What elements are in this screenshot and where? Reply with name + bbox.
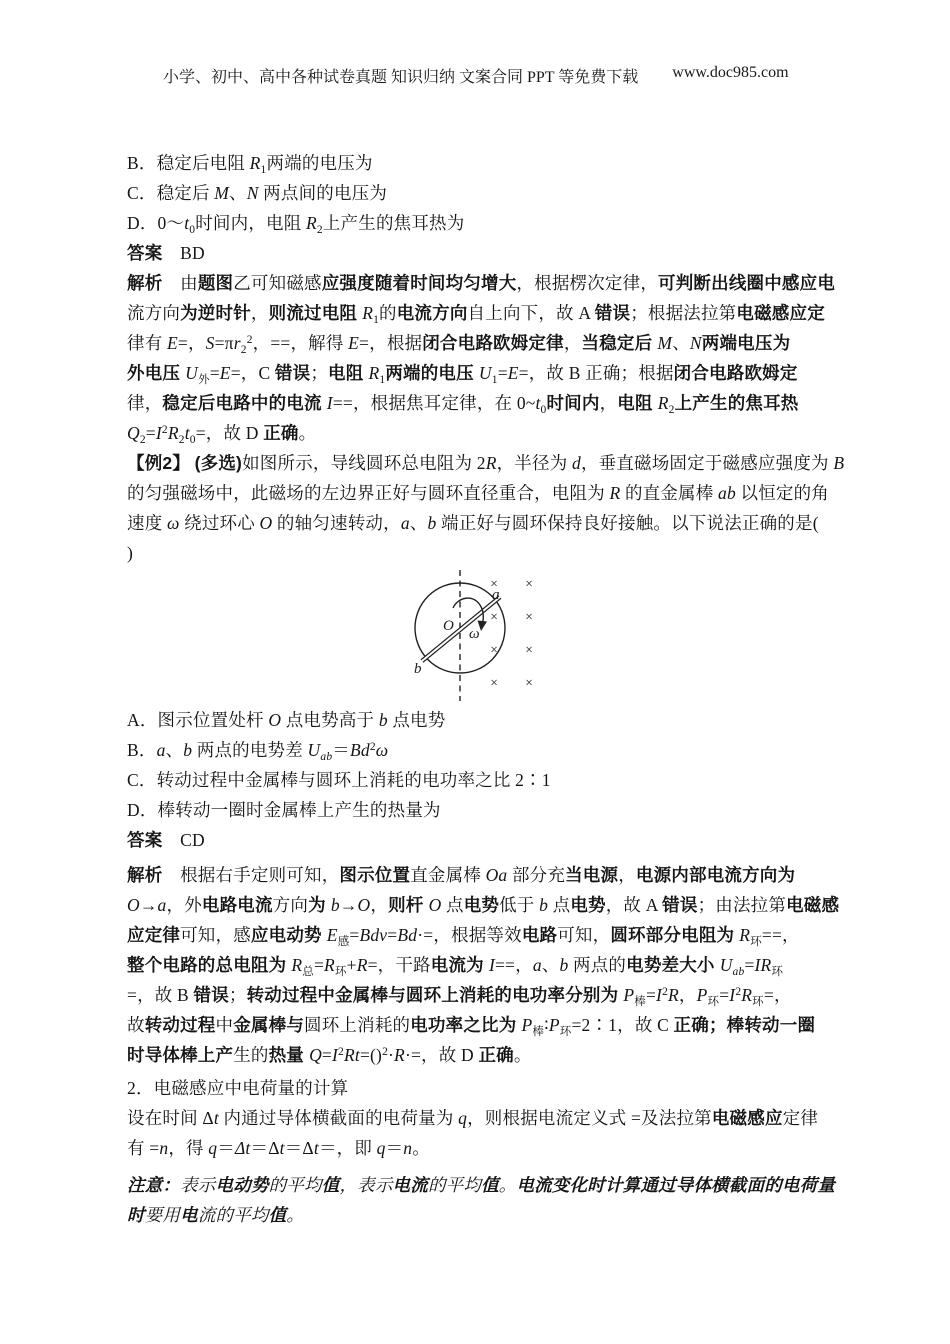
analysis-line: 应定律可知，感应电动势 $E_感=Bdv=Bd\cdot=$，根据等效电路可知，圆环部分电阻为 $R_环==$，: [127, 925, 800, 948]
option-d-ex1: D．$0\sim t_0$时间内，电阻 $R_2$上产生的焦耳热为: [127, 213, 465, 236]
problem-line-ex2: 的匀强磁场中，此磁场的左边界正好与圆环直径重合，电阻为 R 的直金属棒 ab 以恒定的角: [127, 483, 830, 503]
analysis-line: 律，稳定后电路中的电流 I==，根据焦耳定律，在 $0\sim t_0$时间内，电阻 $R_2$上产生的焦耳热: [127, 393, 799, 416]
analysis-line: =，故 B 错误；转动过程中金属棒与圆环上消耗的电功率分别为 $P_棒=I^2R$，$P_环=I^2R_环=$，: [127, 985, 792, 1008]
field-into-page-marker: ×: [490, 675, 498, 690]
document-body: [127, 148, 843, 1230]
option-a-ex2: A．图示位置处杆 O 点电势高于 b 点电势: [127, 710, 446, 730]
page-header: [163, 64, 789, 87]
option-c-ex2: C．转动过程中金属棒与圆环上消耗的电功率之比 2∶1: [127, 770, 551, 790]
answer-line-ex2: 答案 CD: [127, 830, 205, 850]
analysis-line: 故转动过程中金属棒与圆环上消耗的电功率之比为 $P_棒∶P_环=2∶1$，故 C 正确；棒转动一圈: [127, 1015, 816, 1038]
analysis-line: 解析 根据右手定则可知，图示位置直金属棒 Oa 部分充当电源，电源内部电流方向为: [127, 865, 796, 885]
problem-line-ex2: 速度 ω 绕过环心 O 的轴匀速转动，a、b 端正好与圆环保持良好接触。以下说法正确的是(: [127, 513, 819, 533]
rod-ab: [422, 597, 500, 661]
analysis-line: 解析 由题图乙可知磁感应强度随着时间均匀增大，根据楞次定律，可判断出线圈中感应电: [127, 273, 836, 293]
problem-line-ex2: ): [127, 543, 134, 563]
analysis-line: 外电压 $U_外=E=$，C 错误；电阻 $R_1$两端的电压 $U_1=E=$，故 B 正确；根据闭合电路欧姆定: [127, 363, 798, 386]
field-into-page-marker: ×: [490, 609, 498, 624]
header-tagline: 小学、初中、高中各种试卷真题 知识归纳 文案合同 PPT 等免费下载: [163, 69, 639, 86]
analysis-line: $Q_2=I^2R_2t_0=$，故 D 正确。: [127, 423, 317, 446]
rotating-rod-ring-diagram: [391, 568, 569, 703]
note-line: 时要用电流的平均值。: [127, 1205, 305, 1225]
option-b-ex2: B．a、b 两点的电势差 $U_{ab}=Bd^2\omega$: [127, 740, 389, 763]
field-into-page-marker: ×: [525, 609, 533, 624]
analysis-line: 流方向为逆时针，则流过电阻 $R_1$的电流方向自上向下，故 A 错误；根据法拉第电磁感应定: [127, 303, 825, 326]
analysis-line: 整个电路的总电阻为 $R_总=R_环+R=$，干路电流为 I==，a、b 两点的电势差大小 $U_{ab}=IR_环$: [127, 955, 784, 978]
section-heading: 2．电磁感应中电荷量的计算: [127, 1078, 349, 1098]
answer-line-ex1: 答案 BD: [127, 243, 205, 263]
body-line: 有 =n，得 q＝Δt＝Δt＝Δt＝，即 q＝n。: [127, 1138, 430, 1158]
option-b-ex1: B．稳定后电阻 $R_1$两端的电压为: [127, 153, 373, 176]
analysis-line: O→a，外电路电流方向为 b→O，则杆 O 点电势低于 b 点电势，故 A 错误；由法拉第电磁感: [127, 895, 840, 915]
field-into-page-marker: ×: [490, 576, 498, 591]
label-b: b: [414, 661, 422, 677]
field-into-page-marker: ×: [490, 642, 498, 657]
label-o: O: [443, 618, 454, 634]
analysis-line: 时导体棒上产生的热量 $Q=I^2Rt=()^2\cdot R\cdot=$，故 D 正确。: [127, 1045, 532, 1065]
field-into-page-marker: ×: [525, 642, 533, 657]
field-into-page-marker: ×: [525, 576, 533, 591]
option-d-ex2: D．棒转动一圈时金属棒上产生的热量为: [127, 800, 441, 820]
header-url: www.doc985.com: [672, 64, 789, 81]
analysis-line: 律有 E=，$S=\pi r_2^2$，==，解得 E=，根据闭合电路欧姆定律，当稳定后 M、N两端电压为: [127, 333, 791, 356]
note-line: 注意：表示电动势的平均值，表示电流的平均值。电流变化时计算通过导体横截面的电荷量: [127, 1175, 836, 1195]
physics-figure: [127, 568, 843, 703]
field-into-page-marker: ×: [525, 675, 533, 690]
problem-line-ex2: 【例2】 (多选)如图所示，导线圆环总电阻为 2R，半径为 d，垂直磁场固定于磁感应强度为 B: [127, 453, 845, 473]
label-a: a: [492, 587, 500, 603]
body-line: 设在时间 Δt 内通过导体横截面的电荷量为 q，则根据电流定义式 =及法拉第电磁感应定律: [127, 1108, 819, 1128]
option-c-ex1: C．稳定后 M、N 两点间的电压为: [127, 183, 388, 203]
label-omega: ω: [469, 626, 480, 642]
